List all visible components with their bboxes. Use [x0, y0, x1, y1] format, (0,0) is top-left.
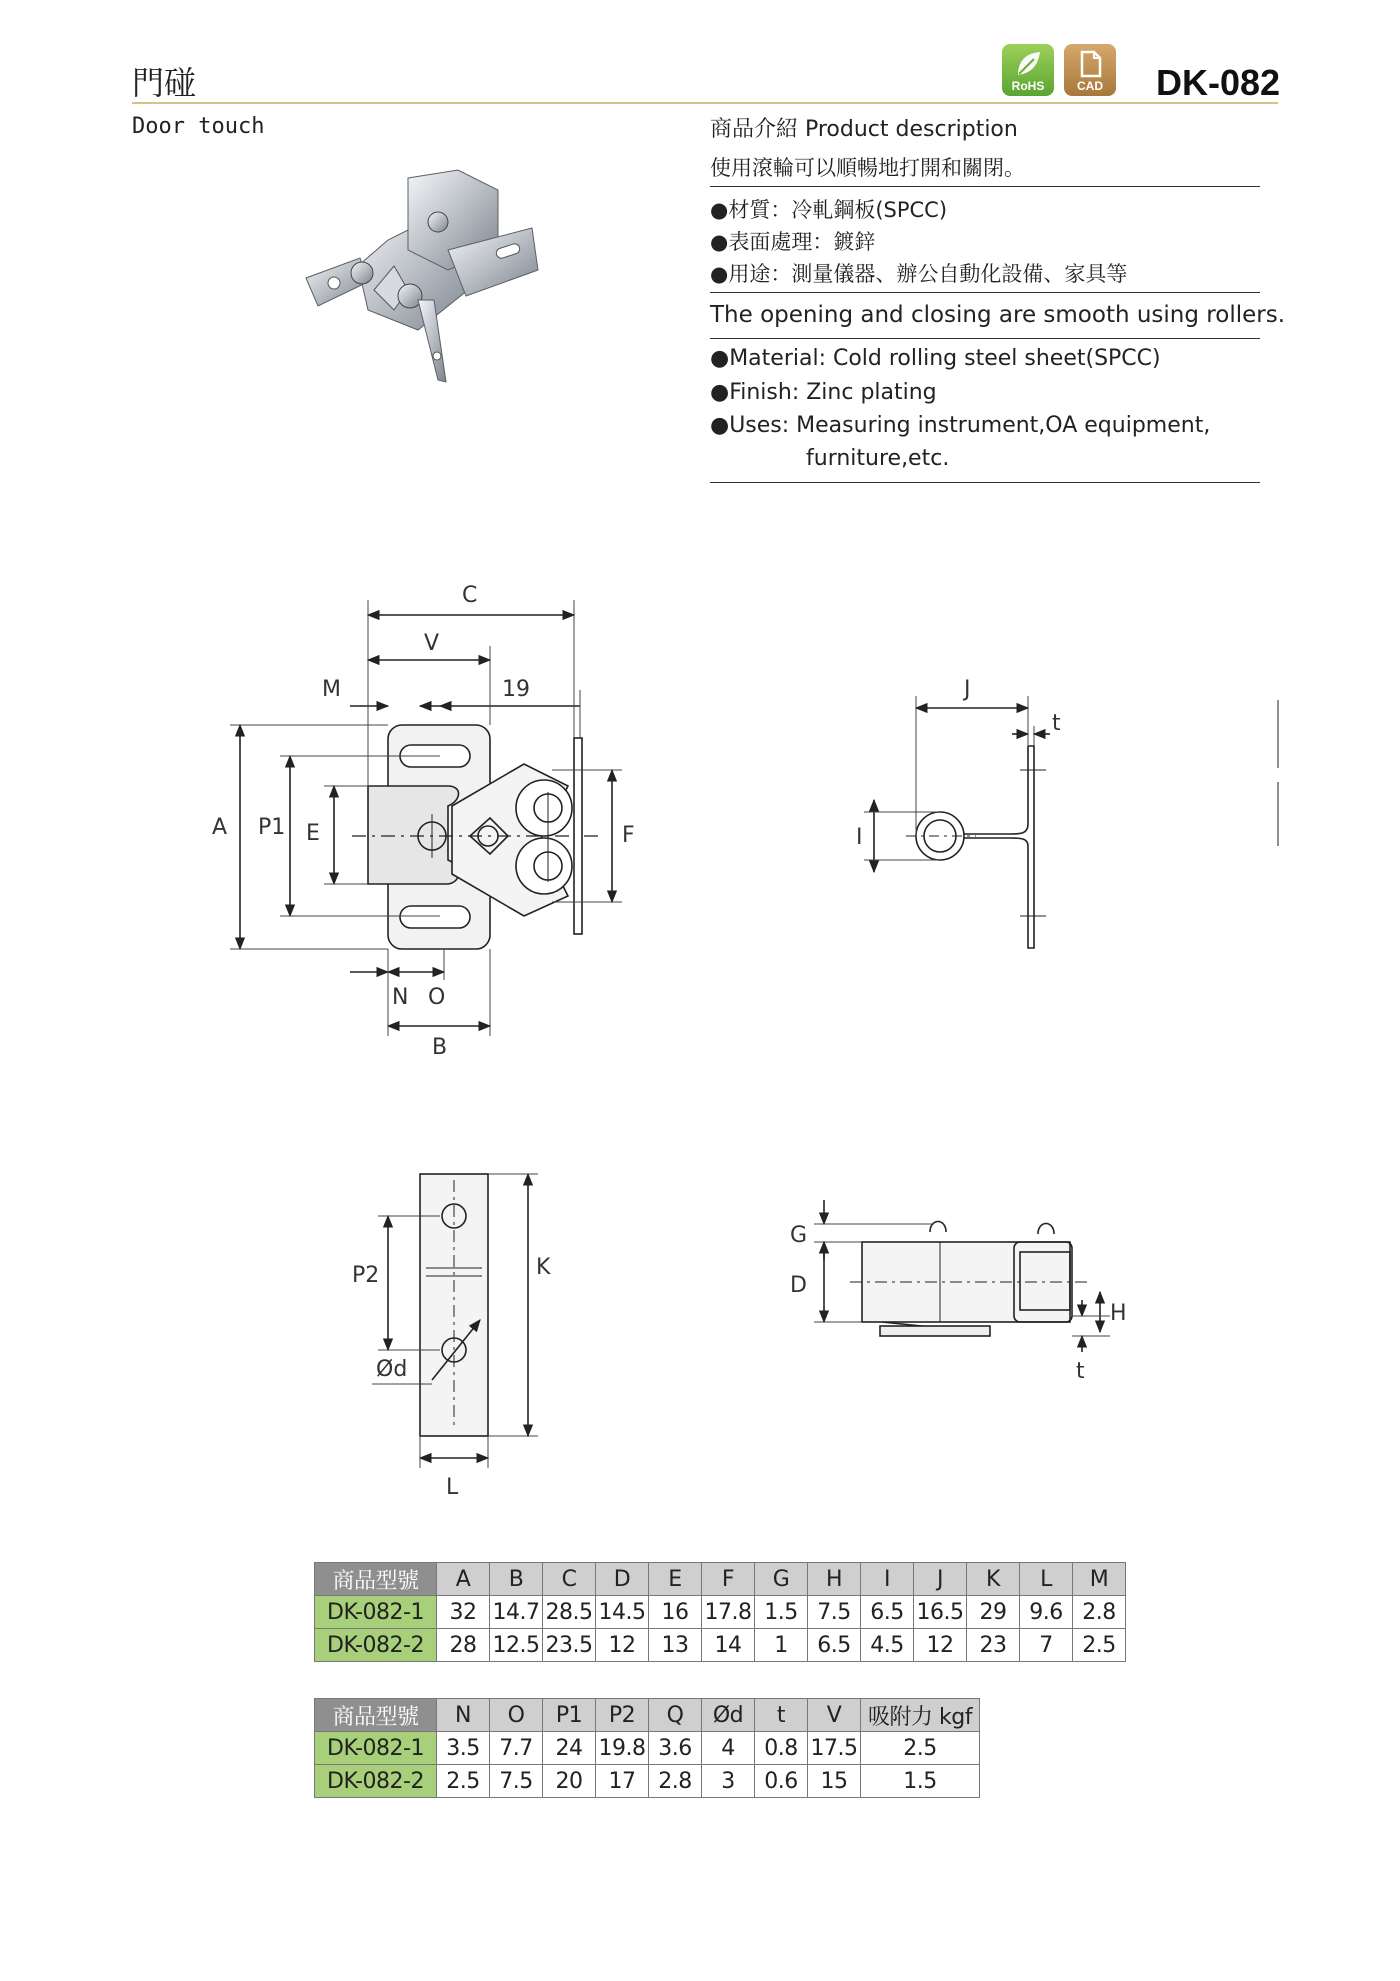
table-cell: 3.5 [437, 1732, 490, 1765]
table-header-cell: B [490, 1563, 543, 1596]
table-cell: 6.5 [808, 1629, 861, 1662]
dim-label-19: 19 [502, 677, 530, 702]
dim-label-h: H [1110, 1301, 1127, 1326]
table-row [315, 1732, 980, 1765]
table-header-cell: H [808, 1563, 861, 1596]
cn-uses: ●用途：測量儀器、辦公自動化設備、家具等 [710, 262, 1128, 286]
table-header-cell: G [755, 1563, 808, 1596]
table-cell: 12.5 [490, 1629, 543, 1662]
table-header-cell: 商品型號 [315, 1699, 437, 1732]
dim-label-d: Ød [376, 1357, 408, 1382]
dim-label-t-bottom: t [1076, 1359, 1085, 1384]
table-header-cell: A [437, 1563, 490, 1596]
divider [710, 186, 1260, 187]
model-cell: DK-082-1 [315, 1732, 437, 1765]
table-cell: 4 [702, 1732, 755, 1765]
technical-drawing [0, 560, 1400, 1500]
roller-side-view [814, 1200, 1110, 1352]
table-cell: 1.5 [861, 1765, 980, 1798]
cn-finish: ●表面處理：鍍鋅 [710, 230, 876, 254]
description-en-intro: The opening and closing are smooth using rollers. [710, 302, 1285, 328]
dim-label-p2: P2 [352, 1263, 380, 1288]
page-title-chinese: 門碰 [132, 64, 197, 102]
en-uses-continued: furniture,etc. [806, 446, 950, 471]
dim-label-p1: P1 [258, 815, 286, 840]
dim-label-m: M [322, 677, 341, 702]
table-cell: 7.5 [490, 1765, 543, 1798]
table-cell: 14.5 [596, 1596, 649, 1629]
table-header-row [315, 1699, 980, 1732]
table-header-cell: L [1020, 1563, 1073, 1596]
table-row [315, 1765, 980, 1798]
model-cell: DK-082-2 [315, 1629, 437, 1662]
page-title-english: Door touch [132, 114, 265, 139]
table-cell: 9.6 [1020, 1596, 1073, 1629]
dim-label-c: C [462, 583, 478, 608]
model-cell: DK-082-2 [315, 1765, 437, 1798]
model-cell: DK-082-1 [315, 1596, 437, 1629]
dim-label-b: B [432, 1035, 448, 1060]
document-icon [1076, 49, 1104, 79]
table-header-cell: D [596, 1563, 649, 1596]
table-header-row [315, 1563, 1126, 1596]
table-cell: 3.6 [649, 1732, 702, 1765]
en-uses: ●Uses: Measuring instrument,OA equipment, [710, 413, 1211, 438]
table-cell: 13 [649, 1629, 702, 1662]
dim-label-f: F [622, 823, 635, 848]
dim-label-k: K [536, 1255, 551, 1280]
en-finish: ●Finish: Zinc plating [710, 380, 937, 405]
table-cell: 16.5 [914, 1596, 967, 1629]
table-cell: 3 [702, 1765, 755, 1798]
table-cell: 29 [967, 1596, 1020, 1629]
leaf-icon [1014, 49, 1042, 79]
description-cn-intro: 使用滾輪可以順暢地打開和關閉。 [710, 156, 1025, 180]
divider [710, 482, 1260, 483]
table-header-cell: E [649, 1563, 702, 1596]
table-header-cell: t [755, 1699, 808, 1732]
table-cell: 6.5 [861, 1596, 914, 1629]
dim-label-o: O [428, 985, 446, 1010]
table-header-cell: K [967, 1563, 1020, 1596]
table-header-cell: O [490, 1699, 543, 1732]
table-cell: 1.5 [755, 1596, 808, 1629]
dim-label-n: N [392, 985, 409, 1010]
table-cell: 0.8 [755, 1732, 808, 1765]
table-cell: 16 [649, 1596, 702, 1629]
model-code: DK-082 [1156, 62, 1281, 103]
table-header-cell: Ød [702, 1699, 755, 1732]
dim-label-l: L [446, 1475, 459, 1500]
table-cell: 23 [967, 1629, 1020, 1662]
dim-label-a: A [212, 815, 228, 840]
table-cell: 17.5 [808, 1732, 861, 1765]
table-cell: 28 [437, 1629, 490, 1662]
table-cell: 1 [755, 1629, 808, 1662]
dim-label-e: E [306, 821, 320, 846]
dim-label-d-height: D [790, 1273, 807, 1298]
dim-label-j: J [964, 677, 971, 702]
dim-label-i: I [856, 825, 863, 850]
table-cell: 7 [1020, 1629, 1073, 1662]
table-cell: 2.5 [437, 1765, 490, 1798]
cn-material: ●材質：冷軋鋼板(SPCC) [710, 198, 948, 222]
divider [710, 292, 1260, 293]
table-cell: 4.5 [861, 1629, 914, 1662]
spec-table-1 [314, 1562, 1126, 1662]
table-cell: 14.7 [490, 1596, 543, 1629]
table-cell: 2.8 [649, 1765, 702, 1798]
table-header-cell: I [861, 1563, 914, 1596]
table-header-cell: 商品型號 [315, 1563, 437, 1596]
table-cell: 2.5 [1073, 1629, 1126, 1662]
table-header-cell: J [914, 1563, 967, 1596]
table-cell: 7.7 [490, 1732, 543, 1765]
table-cell: 32 [437, 1596, 490, 1629]
table-cell: 12 [914, 1629, 967, 1662]
table-cell: 12 [596, 1629, 649, 1662]
rohs-label: RoHS [1011, 79, 1045, 93]
table-cell: 15 [808, 1765, 861, 1798]
table-header-cell: F [702, 1563, 755, 1596]
table-cell: 20 [543, 1765, 596, 1798]
divider [710, 338, 1260, 339]
table-cell: 0.6 [755, 1765, 808, 1798]
table-cell: 2.5 [861, 1732, 980, 1765]
table-cell: 2.8 [1073, 1596, 1126, 1629]
description-heading: 商品介紹 Product description [710, 117, 1018, 142]
dim-label-g: G [790, 1223, 808, 1248]
cad-label: CAD [1077, 79, 1103, 93]
table-cell: 14 [702, 1629, 755, 1662]
table-header-cell: M [1073, 1563, 1126, 1596]
table-header-cell: C [543, 1563, 596, 1596]
table-header-cell: N [437, 1699, 490, 1732]
header-divider [132, 102, 1278, 104]
table-row [315, 1629, 1126, 1662]
side-view [864, 696, 1278, 948]
table-cell: 24 [543, 1732, 596, 1765]
table-cell: 17 [596, 1765, 649, 1798]
dim-label-v: V [424, 631, 440, 656]
dim-label-t: t [1052, 711, 1061, 736]
rohs-badge [1002, 44, 1054, 96]
table-cell: 23.5 [543, 1629, 596, 1662]
table-header-cell: 吸附力 kgf [861, 1699, 980, 1732]
plate-view [372, 1174, 538, 1468]
table-header-cell: P1 [543, 1699, 596, 1732]
product-photo [298, 170, 548, 390]
table-row [315, 1596, 1126, 1629]
table-cell: 28.5 [543, 1596, 596, 1629]
table-header-cell: Q [649, 1699, 702, 1732]
spec-table-2 [314, 1698, 980, 1798]
front-view [230, 600, 622, 1036]
table-header-cell: P2 [596, 1699, 649, 1732]
table-cell: 17.8 [702, 1596, 755, 1629]
en-material: ●Material: Cold rolling steel sheet(SPCC) [710, 346, 1161, 371]
cad-badge [1064, 44, 1116, 96]
table-header-cell: V [808, 1699, 861, 1732]
table-cell: 7.5 [808, 1596, 861, 1629]
table-cell: 19.8 [596, 1732, 649, 1765]
